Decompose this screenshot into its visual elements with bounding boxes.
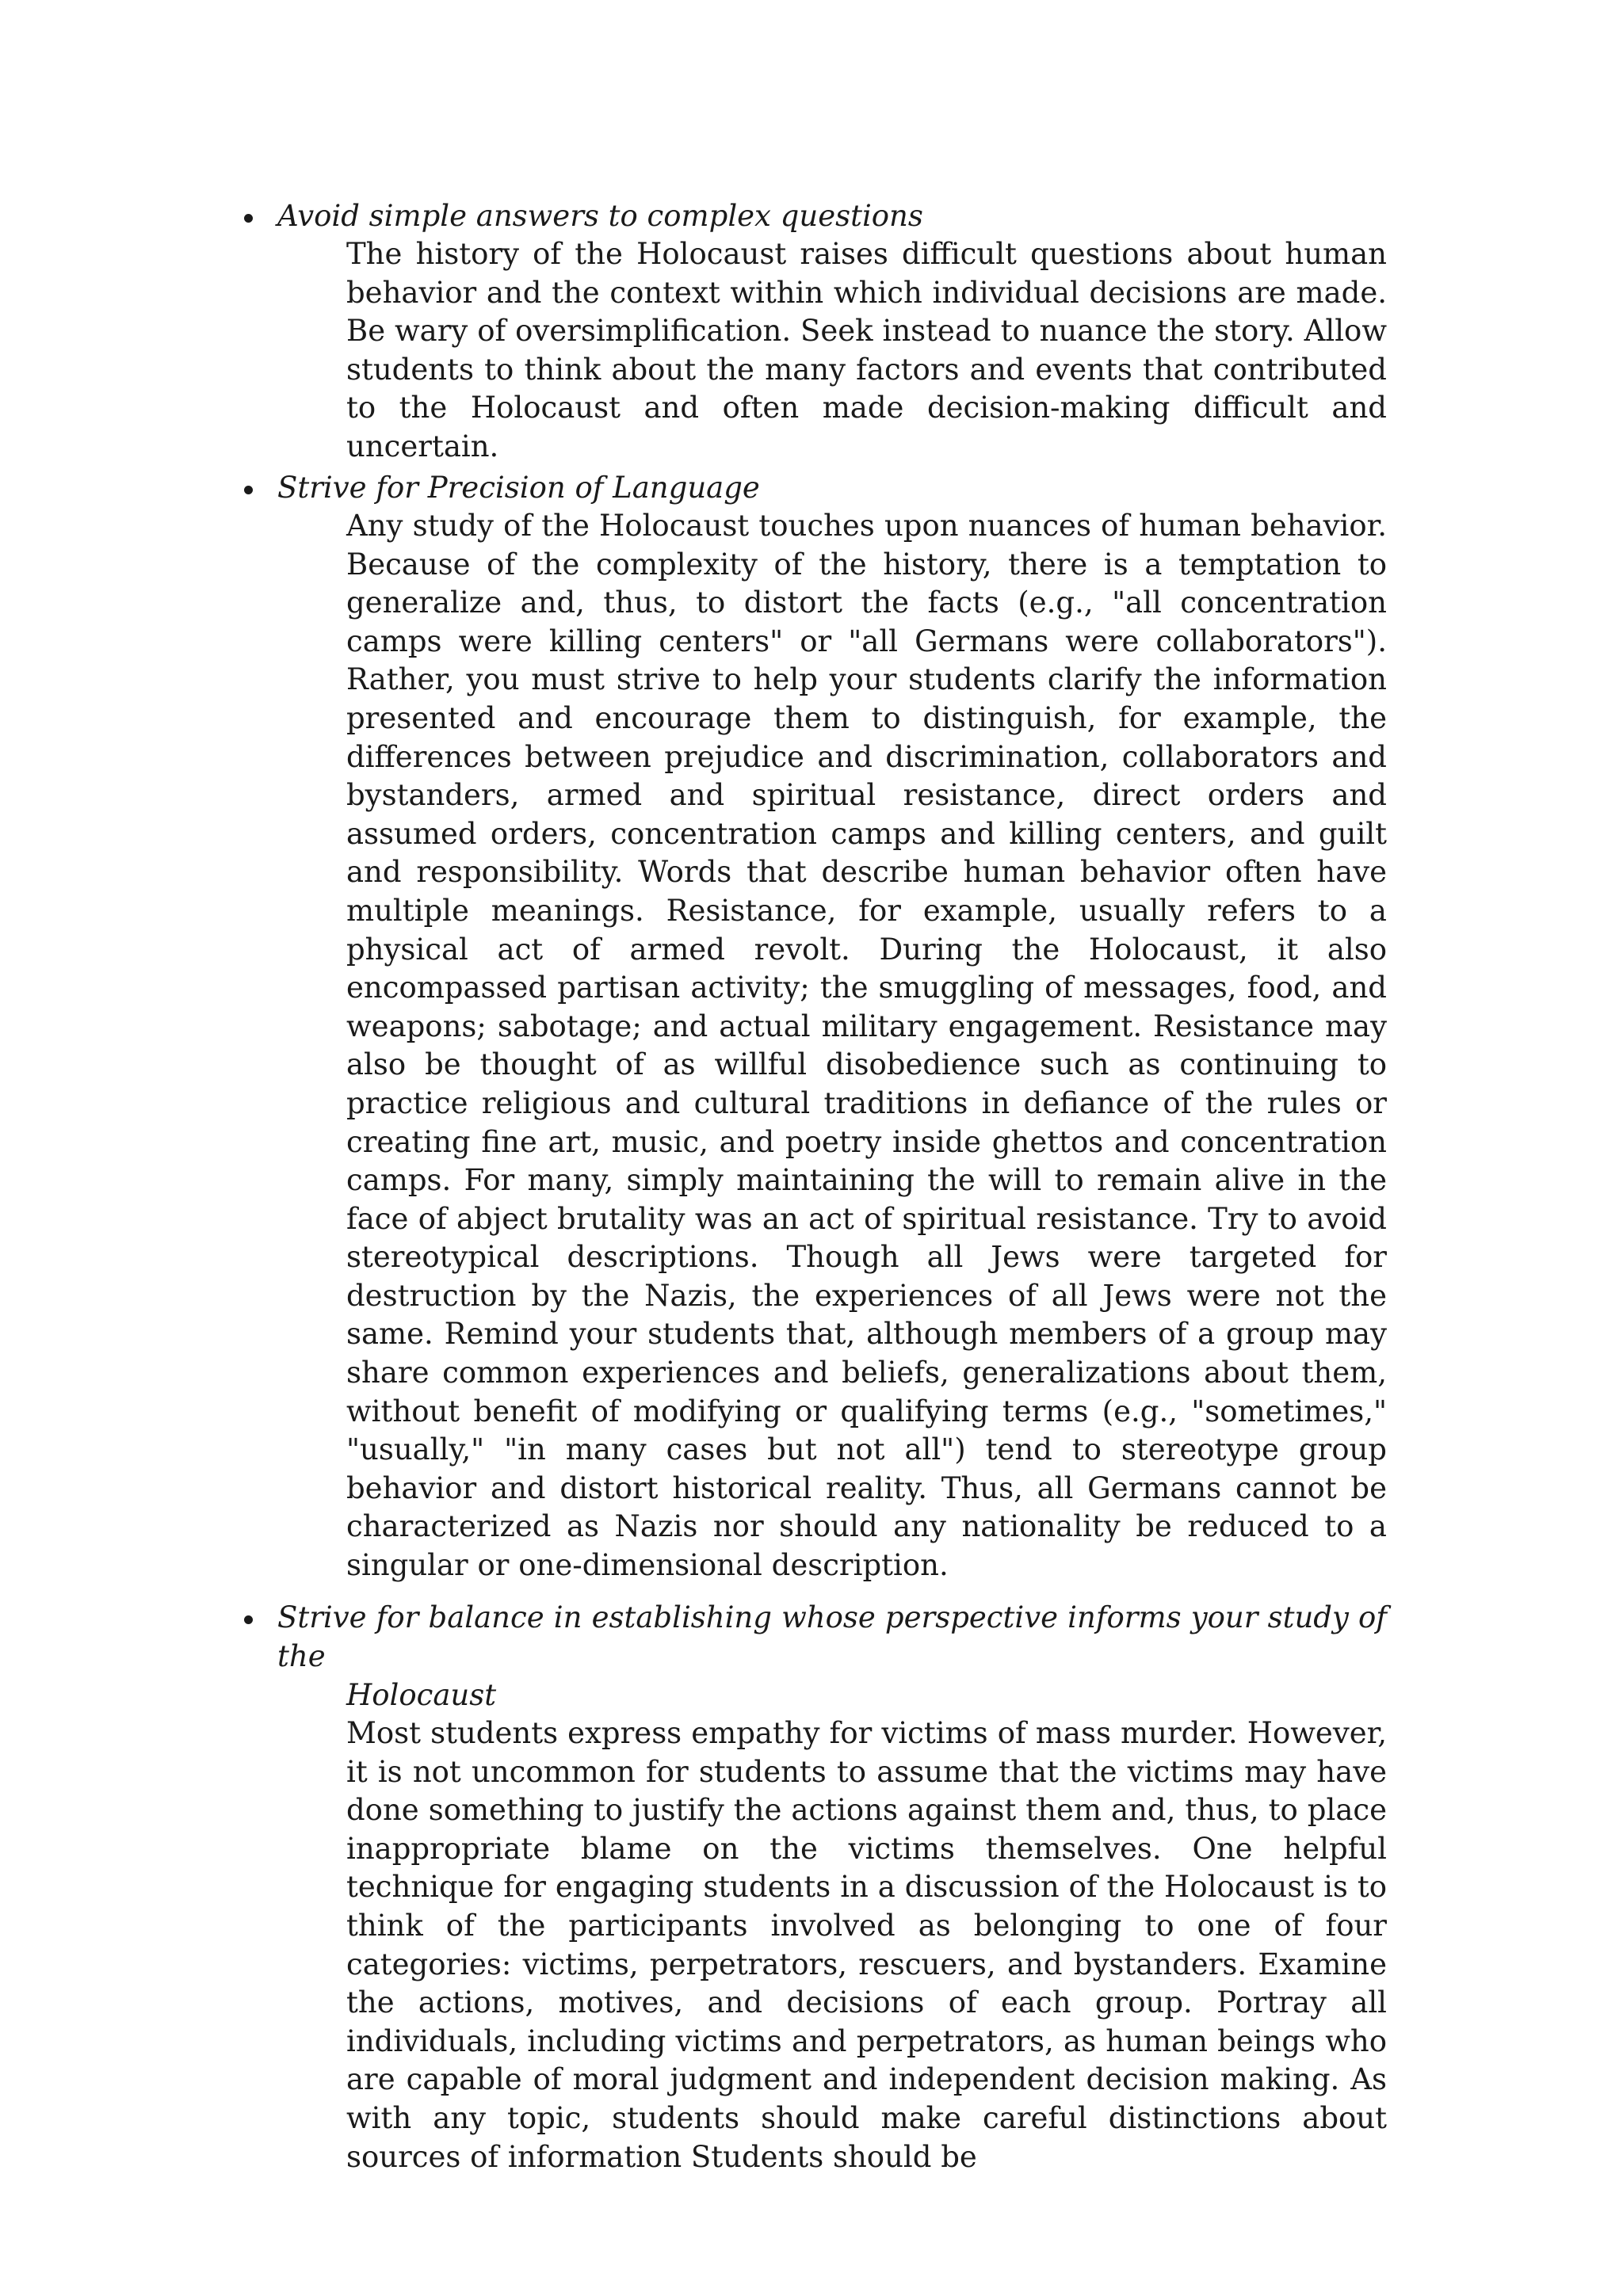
guideline-section-precision-of-language bbox=[238, 468, 1387, 1585]
section-body: The history of the Holocaust raises difficult questions about human behavior and the context within which individual decisions are made. Be wary of oversimplification. Seek instead to nuance the story. Allow students to think about the many factors and events that contributed to the Holocaust and often made decision-making difficult and uncertain. bbox=[346, 237, 1387, 463]
section-body: Any study of the Holocaust touches upon nuances of human behavior. Because of the complexity of the history, there is a temptation to generalize and, thus, to distort the facts (e.g., "all concentration camps were killing centers" or "all Germans were collaborators"). Rather, you must strive to help your students clarify the information presented and encourage them to distinguish, for example, the differences between prejudice and discrimination, collaborators and bystanders, armed and spiritual resistance, direct orders and assumed orders, concentration camps and killing centers, and guilt and responsibility. Words that describe human behavior often have multiple meanings. Resistance, for example, usually refers to a physical act of armed revolt. During the Holocaust, it also encompassed partisan activity; the smuggling of messages, food, and weapons; sabotage; and actual military engagement. Resistance may also be thought of as willful disobedience such as continuing to practice religious and cultural traditions in defiance of the rules or creating fine art, music, and poetry inside ghettos and concentration camps. For many, simply maintaining the will to remain alive in the face of abject brutality was an act of spiritual resistance. Try to avoid stereotypical descriptions. Though all Jews were targeted for destruction by the Nazis, the experiences of all Jews were not the same. Remind your students that, although members of a group may share common experiences and beliefs, generalizations about them, without benefit of modifying or qualifying terms (e.g., "sometimes," "usually," "in many cases but not all") tend to stereotype group behavior and distort historical reality. Thus, all Germans cannot be characterized as Nazis nor should any nationality be reduced to a singular or one-dimensional description. bbox=[346, 509, 1387, 1583]
bullet-icon bbox=[244, 1615, 253, 1624]
heading-text-continued: Holocaust bbox=[346, 1678, 497, 1712]
bullet-icon bbox=[244, 214, 253, 223]
section-heading bbox=[238, 468, 1387, 507]
section-heading bbox=[238, 1598, 1387, 1714]
guideline-section-balance-of-perspective bbox=[238, 1598, 1387, 2176]
section-heading bbox=[238, 196, 1387, 235]
heading-text: Strive for Precision of Language bbox=[277, 471, 760, 505]
section-body: Most students express empathy for victims of mass murder. However, it is not uncommon for students to assume that the victims may have done something to justify the actions against them and, thus, to place inappropriate blame on the victims themselves. One helpful technique for engaging students in a discussion of the Holocaust is to think of the participants involved as belonging to one of four categories: victims, perpetrators, rescuers, and bystanders. Examine the actions, motives, and decisions of each group. Portray all individuals, including victims and perpetrators, as human beings who are capable of moral judgment and independent decision making. As with any topic, students should make careful distinctions about sources of information Students should be bbox=[346, 1716, 1387, 2174]
heading-text: Strive for balance in establishing whose perspective informs your study of the bbox=[277, 1600, 1387, 1673]
guideline-section-oversimplification bbox=[238, 196, 1387, 467]
heading-text: Avoid simple answers to complex questions bbox=[277, 199, 923, 233]
bullet-icon bbox=[244, 486, 253, 494]
